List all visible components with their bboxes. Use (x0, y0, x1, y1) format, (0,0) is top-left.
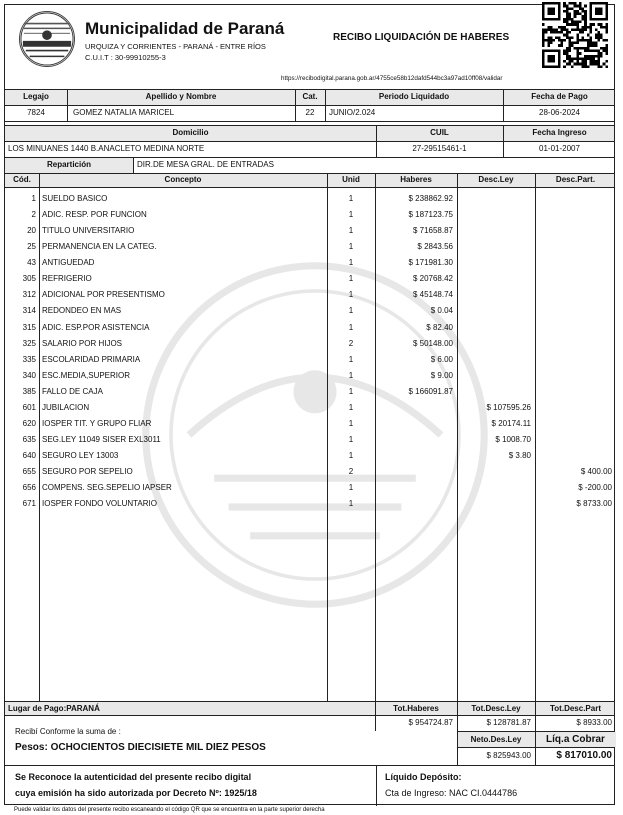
item-code: 335 (22, 354, 36, 364)
item-earnings: $ 238862.92 (408, 194, 453, 203)
tot-earnings-label: Tot.Haberes (393, 704, 439, 713)
item-concept: SUELDO BASICO (42, 194, 108, 203)
liquid-label: Líq.a Cobrar (546, 734, 605, 745)
item-earnings: $ 71658.87 (412, 226, 453, 236)
tot-desc-ley-label: Tot.Desc.Ley (471, 704, 521, 713)
item-unit: 2 (348, 338, 354, 348)
municipality-logo-icon (19, 11, 75, 67)
table-row (5, 223, 616, 239)
item-concept: ADICIONAL POR PRESENTISMO (42, 290, 165, 300)
receipt-title: RECIBO LIQUIDACIÓN DE HABERES (333, 32, 510, 43)
item-concept: ADIC. ESP.POR ASISTENCIA (42, 322, 150, 332)
item-unit: 1 (348, 386, 354, 396)
department-value: DIR.DE MESA GRAL. DE ENTRADAS (137, 160, 274, 169)
table-row (5, 464, 616, 480)
item-code: 671 (22, 499, 36, 509)
item-code: 315 (22, 322, 36, 332)
item-unit: 1 (348, 402, 354, 412)
table-row (5, 191, 616, 207)
item-code: 656 (22, 483, 36, 493)
item-concept: ESC.MEDIA,SUPERIOR (42, 370, 131, 380)
item-unit: 1 (348, 258, 354, 268)
table-row (5, 303, 616, 319)
item-desc-part: $ 8733.00 (576, 499, 612, 509)
item-earnings: $ 6.00 (430, 354, 453, 364)
cuil-value: 27-29515461-1 (412, 144, 467, 153)
pay-date-value: 28-06-2024 (539, 108, 580, 117)
code-header: Cód. (13, 175, 31, 184)
legajo-header: Legajo (23, 92, 49, 101)
amount-in-words: Pesos: OCHOCIENTOS DIECISIETE MIL DIEZ PESOS (15, 742, 266, 753)
item-earnings: $ 45148.74 (412, 290, 453, 300)
municipality-name: Municipalidad de Paraná (85, 19, 285, 38)
table-row (5, 352, 616, 368)
table-row (5, 255, 616, 271)
item-concept: REDONDEO EN MAS (42, 306, 122, 316)
item-concept: TITULO UNIVERSITARIO (42, 226, 135, 236)
municipality-cuit: C.U.I.T : 30-99910255-3 (85, 53, 166, 62)
department-header: Repartición (46, 160, 91, 169)
item-concept: IOSPER FONDO VOLUNTARIO (42, 499, 157, 509)
item-code: 325 (22, 338, 36, 348)
item-unit: 1 (348, 435, 354, 445)
item-earnings: $ 0.04 (430, 306, 453, 316)
item-code: 601 (22, 402, 36, 412)
received-label: Recibí Conforme la suma de : (15, 727, 121, 736)
item-code: 20 (27, 226, 36, 236)
tot-desc-ley-value: $ 128781.87 (486, 718, 531, 727)
cuil-header: CUIL (430, 128, 449, 137)
net-value: $ 825943.00 (486, 751, 531, 760)
item-unit: 1 (348, 290, 354, 300)
authenticity-line-2: cuya emisión ha sido autorizada por Decreto Nº: 1925/18 (15, 788, 257, 798)
item-code: 340 (22, 370, 36, 380)
item-earnings: $ 9.00 (430, 370, 453, 380)
table-row (5, 480, 616, 496)
entry-date-value: 01-01-2007 (539, 144, 580, 153)
deposit-label: Líquido Depósito: (385, 772, 462, 782)
item-concept: FALLO DE CAJA (42, 386, 103, 396)
item-code: 655 (22, 467, 36, 477)
net-label: Neto.Des.Ley (470, 735, 522, 744)
item-code: 640 (22, 451, 36, 461)
unit-header: Unid (342, 175, 360, 184)
item-code: 312 (22, 290, 36, 300)
period-header: Periodo Liquidado (378, 92, 450, 101)
table-row (5, 320, 616, 336)
item-code: 620 (22, 418, 36, 428)
item-desc-ley: $ 20174.11 (491, 418, 531, 428)
item-concept: COMPENS. SEG.SEPELIO IAPSER (42, 483, 172, 493)
item-unit: 2 (348, 467, 354, 477)
item-desc-ley: $ 1008.70 (495, 435, 531, 445)
item-desc-ley: $ 107595.26 (486, 402, 531, 412)
period-value: JUNIO/2.024 (329, 108, 376, 117)
item-earnings: $ 187123.75 (408, 210, 453, 220)
table-row (5, 336, 616, 352)
employee-address: LOS MINUANES 1440 B.ANACLETO MEDINA NORTE (8, 144, 205, 153)
item-code: 43 (27, 258, 36, 268)
category-header: Cat. (302, 92, 318, 101)
table-row (5, 496, 616, 512)
item-code: 1 (31, 194, 36, 203)
table-row (5, 239, 616, 255)
items-table (5, 187, 616, 701)
table-row (5, 400, 616, 416)
item-code: 25 (27, 242, 36, 252)
qr-code-icon (542, 2, 608, 68)
concept-header: Concepto (164, 175, 202, 184)
item-concept: ADIC. RESP. POR FUNCION (42, 210, 147, 220)
receipt-document (4, 4, 615, 805)
item-concept: SEG.LEY 11049 SISER EXL3011 (42, 435, 161, 445)
item-code: 2 (31, 210, 36, 220)
item-unit: 1 (348, 418, 354, 428)
employee-name: GOMEZ NATALIA MARICEL (73, 108, 175, 117)
item-desc-part: $ -200.00 (578, 483, 612, 493)
item-unit: 1 (348, 499, 354, 509)
item-unit: 1 (348, 210, 354, 220)
item-code: 385 (22, 386, 36, 396)
item-unit: 1 (348, 226, 354, 236)
item-code: 305 (22, 274, 36, 284)
item-unit: 1 (348, 322, 354, 332)
table-row (5, 448, 616, 464)
item-concept: SEGURO POR SEPELIO (42, 467, 133, 477)
table-row (5, 384, 616, 400)
tot-earnings-value: $ 954724.87 (408, 718, 453, 727)
item-concept: SEGURO LEY 13003 (42, 451, 119, 461)
name-header: Apellido y Nombre (145, 92, 217, 101)
address-header: Domicilio (172, 128, 209, 137)
item-earnings: $ 171981.30 (408, 258, 453, 268)
item-concept: ESCOLARIDAD PRIMARIA (42, 354, 141, 364)
tot-desc-part-value: $ 8933.00 (576, 718, 612, 727)
table-row (5, 271, 616, 287)
item-earnings: $ 50148.00 (412, 338, 453, 348)
earnings-header: Haberes (400, 175, 432, 184)
item-earnings: $ 166091.87 (408, 386, 453, 396)
pay-date-header: Fecha de Pago (531, 92, 588, 101)
item-unit: 1 (348, 354, 354, 364)
table-row (5, 368, 616, 384)
tot-desc-part-label: Tot.Desc.Part (550, 704, 601, 713)
category-value: 22 (305, 108, 315, 117)
table-row (5, 416, 616, 432)
item-unit: 1 (348, 194, 354, 203)
item-code: 635 (22, 435, 36, 445)
item-desc-part: $ 400.00 (580, 467, 612, 477)
item-concept: SALARIO POR HIJOS (42, 338, 123, 348)
desc-ley-header: Desc.Ley (478, 175, 514, 184)
item-unit: 1 (348, 274, 354, 284)
item-unit: 1 (348, 483, 354, 493)
desc-part-header: Desc.Part. (555, 175, 596, 184)
item-unit: 1 (348, 370, 354, 380)
legajo-value: 7824 (27, 108, 45, 117)
validation-url[interactable]: https://recibodigital.parana.gob.ar/4755ce58b12dafd544bc3a97ad10ff08/validar (281, 75, 503, 82)
table-row (5, 432, 616, 448)
item-earnings: $ 20768.42 (412, 274, 453, 284)
item-earnings: $ 82.40 (426, 322, 453, 332)
item-concept: IOSPER TIT. Y GRUPO FLIAR (42, 418, 152, 428)
table-row (5, 287, 616, 303)
item-earnings: $ 2843.56 (417, 242, 453, 252)
item-concept: JUBILACION (42, 402, 90, 412)
deposit-account: Cta de Ingreso: NAC CI.0444786 (385, 788, 518, 798)
entry-date-header: Fecha Ingreso (532, 128, 587, 137)
item-concept: ANTIGUEDAD (42, 258, 95, 268)
liquid-value: $ 817010.00 (556, 750, 612, 761)
item-code: 314 (22, 306, 36, 316)
item-concept: PERMANENCIA EN LA CATEG. (42, 242, 157, 252)
item-unit: 1 (348, 242, 354, 252)
authenticity-line-1: Se Reconoce la autenticidad del presente recibo digital (15, 772, 252, 782)
item-unit: 1 (348, 451, 354, 461)
item-unit: 1 (348, 306, 354, 316)
payment-place: Lugar de Pago:PARANÁ (8, 704, 100, 713)
municipality-address: URQUIZA Y CORRIENTES - PARANÁ - ENTRE RÍOS (85, 42, 266, 51)
item-desc-ley: $ 3.80 (508, 451, 531, 461)
qr-validation-note: Puede validar los datos del presente recibo escaneando el código QR que se encuentra en la parte superior derecha (14, 807, 325, 813)
item-concept: REFRIGERIO (42, 274, 92, 284)
table-row (5, 207, 616, 223)
